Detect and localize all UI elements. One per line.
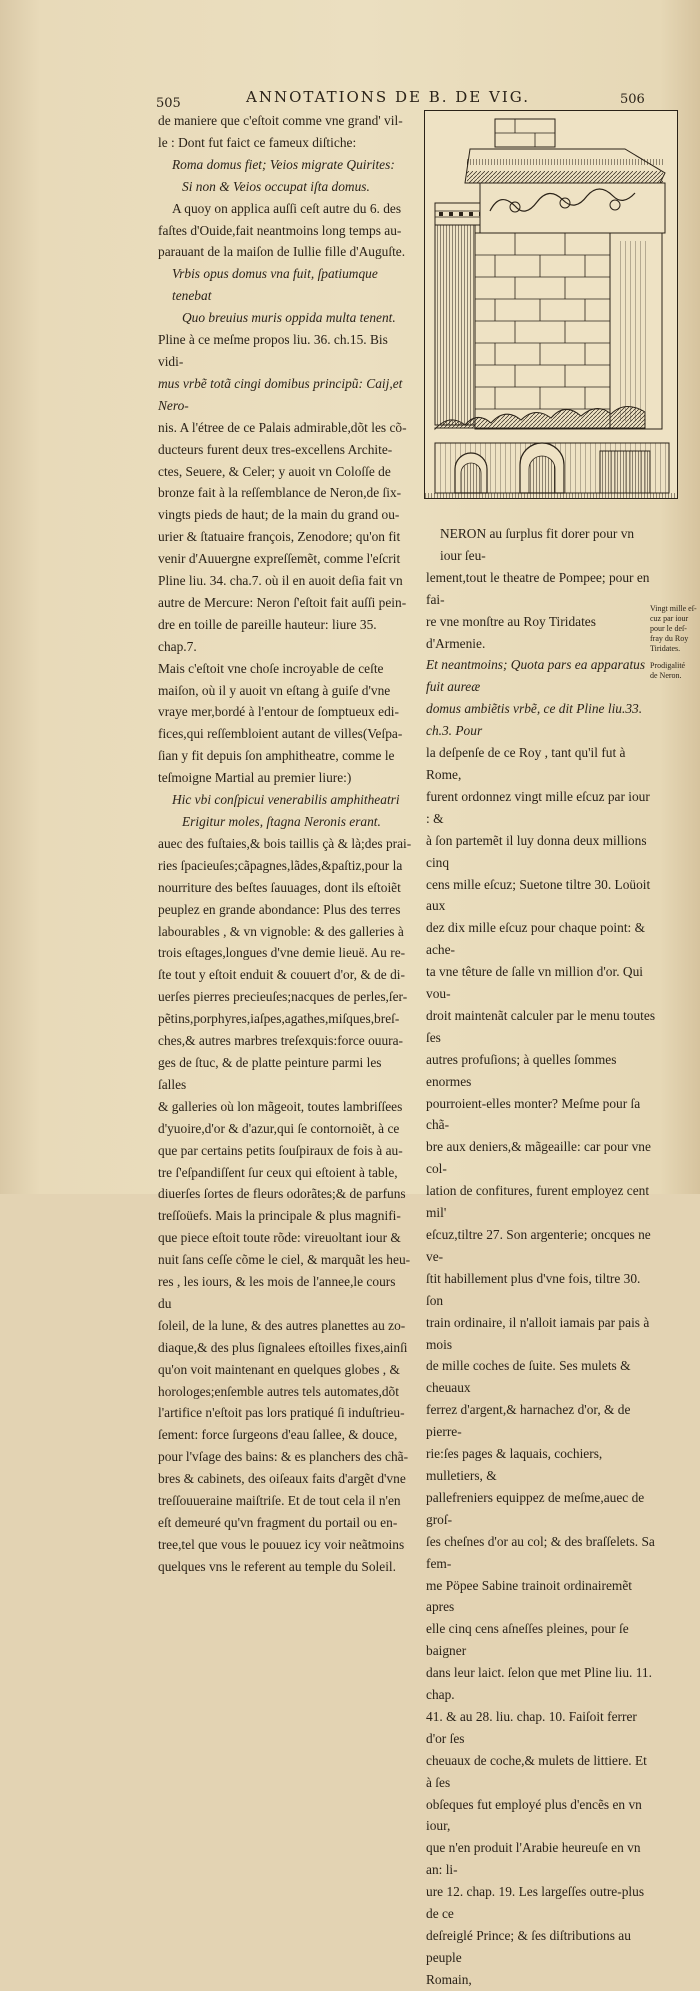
text-line: elle cinq cens aſneſſes pleines, pour ſe baigner xyxy=(426,1621,629,1659)
text-line: autres profuſions; à quelles ſommes enormes xyxy=(426,1051,617,1089)
margin-note-prodigality-of-nero xyxy=(650,661,700,681)
text-line: dez dix mille eſcuz pour chaque point: & ache- xyxy=(426,920,646,958)
text-line: Romain, xyxy=(426,1971,472,1987)
text-line: res , les iours, & les mois de l'annee,le cours du xyxy=(158,1274,396,1311)
text-line: Quo breuius muris oppida multa tenent. xyxy=(182,310,396,326)
text-line: fices,qui reſſembloient autant de villes(Veſpa- xyxy=(158,726,403,742)
text-line: nourriture des beſtes ſauuages, dont ils eſtoiẽt xyxy=(158,879,401,895)
text-line: maiſon, où il y auoit vn eſtang à guiſe d'vne xyxy=(158,682,391,698)
text-line: urier & ſtatuaire françois, Zenodore; qu'on fit xyxy=(158,529,401,545)
text-line: uerſes pierres precieuſes;nacques de perles,ſer- xyxy=(158,989,408,1005)
text-line: train ordinaire, il n'alloit iamais par pais à mois xyxy=(426,1314,650,1352)
text-line: ducteurs furent deux tres-excellens Archite- xyxy=(158,441,393,457)
text-line: tre ſ'eſpandiſſent ſur ceux qui eſtoient à table, xyxy=(158,1164,398,1180)
text-line: ges de ſtuc, & de platte peinture parmi les ſalles xyxy=(158,1054,382,1092)
margin-note-line: de Neron. xyxy=(650,671,682,680)
text-line: treſſoüefs. Mais la principale & plus magnifi- xyxy=(158,1208,401,1224)
text-line: ſoleil, de la lune, & des autres planettes au zo- xyxy=(158,1317,406,1333)
text-line: de maniere que c'eſtoit comme vne grand' vil- xyxy=(158,113,403,128)
margin-note-line: cuz par iour xyxy=(650,614,689,623)
margin-note-twenty-thousand-ecus xyxy=(650,604,700,654)
margin-note-line: Vingt mille eſ- xyxy=(650,604,697,613)
text-line: ſte tout y eſtoit enduit & couuert d'or, & de di- xyxy=(158,967,405,983)
text-line: bres & cabinets, des oiſeaux faits d'argẽt d'vne xyxy=(158,1471,406,1487)
text-line: eſt demeuré qu'vn fragment du portail ou en- xyxy=(158,1515,398,1530)
text-line: nuit ſans ceſſe cõme le ciel, & marquãt les heu- xyxy=(158,1252,411,1268)
left-text-column xyxy=(158,110,412,1578)
page-header xyxy=(150,88,670,110)
text-line: le : Dont fut faict ce fameux diſtiche: xyxy=(158,134,357,150)
text-line: qu'on voit maintenant en quelques globes , & xyxy=(158,1361,400,1377)
text-line: à ſon partemẽt il luy donna deux millions cinq xyxy=(426,832,647,870)
text-line: de mille coches de ſuite. Ses mulets & cheuaux xyxy=(426,1358,631,1396)
text-line: Si non & Veios occupat iſta domus. xyxy=(182,178,370,194)
running-title: ANNOTATIONS DE B. DE VIG. xyxy=(246,88,530,106)
text-line: treſſouueraine maiſtriſe. Et de tout cela il n'en xyxy=(158,1493,401,1509)
text-line: ſian y fit depuis ſon amphitheatre, comme le xyxy=(158,748,395,764)
text-line: diuerſes ſortes de fleurs odorãtes;& de parfuns xyxy=(158,1186,406,1202)
text-line: cens mille eſcuz; Suetone tiltre 30. Loüoit aux xyxy=(426,876,651,914)
text-line: faſtes d'Ouide,fait neantmoins long temps au- xyxy=(158,222,402,238)
text-line: Pline à ce meſme propos liu. 36. ch.15. Bis vidi- xyxy=(158,332,388,369)
text-line: cheuaux de coche,& mulets de littiere. Et à ſes xyxy=(426,1752,647,1790)
text-line: Roma domus fiet; Veios migrate Quirites: xyxy=(172,156,395,172)
woodcut-illustration-portal-fragment xyxy=(424,110,678,499)
text-line: horologes;enſemble autres tels automates,dõt xyxy=(158,1383,399,1399)
text-line: parauant de la maiſon de Iullie fille d'Auguſte. xyxy=(158,244,406,260)
ruined-portal-woodcut xyxy=(425,111,678,499)
text-line: ctes, Seuere, & Celer; y auoit vn Coloſſe de xyxy=(158,463,391,479)
text-line: ſement: force ſurgeons d'eau ſallee, & douce, xyxy=(158,1427,398,1443)
text-line: eſcuz,tiltre 27. Son argenterie; oncques ne ve- xyxy=(426,1227,651,1264)
margin-note-line: Prodigalité xyxy=(650,661,686,670)
text-line: que piece eſtoit toute rõde: vireuoltant iour & xyxy=(158,1230,401,1246)
margin-note-line: pour le deſ- xyxy=(650,624,687,633)
text-line: Erigitur moles, ſtagna Neronis erant. xyxy=(182,814,381,829)
text-line: que n'en produit l'Arabie heureuſe en vn an: li- xyxy=(426,1840,641,1878)
text-line: ſes cheſnes d'or au col; & des braſſelets. Sa fem- xyxy=(426,1533,655,1571)
text-line: me Pöpee Sabine trainoit ordinairemẽt apres xyxy=(426,1577,633,1615)
text-line: trois eſtages,longues d'vne demie lieuë. Au re- xyxy=(158,945,406,961)
text-line: obſeques fut employé plus d'encẽs en vn iour, xyxy=(426,1796,642,1834)
text-line: l'artifice n'eſtoit pas lors pratiqué ſi induſtrieu- xyxy=(158,1405,405,1421)
text-line: auec des fuſtaies,& bois taillis çà & là;des prai- xyxy=(158,835,412,851)
text-line: ure 12. chap. 19. Les largeſſes outre-plus de ce xyxy=(426,1884,645,1922)
text-line: ries ſpacieuſes;cãpagnes,lãdes,&paſtiz,pour la xyxy=(158,857,403,873)
text-line: Et neantmoins; Quota pars ea apparatus fuit aureæ xyxy=(426,657,646,695)
text-line: vraye mer,bordé à l'entour de ſomptueux edi- xyxy=(158,704,399,720)
text-line: d'yuoire,d'or & d'azur,qui ſe contornoiẽt, à ce xyxy=(158,1120,400,1136)
text-line: Vrbis opus domus vna fuit, ſpatiumque tenebat xyxy=(172,266,378,304)
text-line: ſtit habillement plus d'vne fois, tiltre 30. ſon xyxy=(426,1270,641,1308)
text-line: pour l'vſage des bains: & es planchers des chã- xyxy=(158,1449,409,1465)
text-line: dans leur laict. ſelon que met Pline liu. 11. chap. xyxy=(426,1665,652,1703)
text-line: A quoy on applica auſſi ceſt autre du 6. des xyxy=(172,200,402,216)
text-line: deſreiglé Prince; & ſes diſtributions au peuple xyxy=(426,1928,631,1965)
text-line: tree,tel que vous le pouuez icy voir neãtmoins xyxy=(158,1536,405,1552)
text-line: vingts pieds de haut; de la main du grand ou- xyxy=(158,507,400,523)
text-line: venir d'Auuergne expreſſemẽt, comme l'eſcrit xyxy=(158,551,401,567)
text-line: domus ambiẽtis vrbẽ, ce dit Pline liu.33. ch.3. Pour xyxy=(426,701,643,739)
margin-note-line: Tiridates. xyxy=(650,644,681,653)
text-line: ferrez d'argent,& harnachez d'or, & de pierre- xyxy=(426,1402,631,1440)
text-line: diaque,& des plus ſignalees eſtoilles fixes,ainſi xyxy=(158,1339,408,1355)
text-line: bre aux deniers,& mãgeaille: car pour vne col- xyxy=(426,1139,651,1177)
page-number-left: 505 xyxy=(156,96,181,111)
text-line: Mais c'eſtoit vne choſe incroyable de ceſte xyxy=(158,660,384,676)
text-line: quelques vns le referent au temple du Soleil. xyxy=(158,1558,396,1574)
text-line: la deſpenſe de ce Roy , tant qu'il fut à Rome, xyxy=(426,745,626,782)
text-line: dre en toille de pareille hauteur: liure 35. chap.7. xyxy=(158,616,377,654)
text-line: Hic vbi conſpicui venerabilis amphitheatri xyxy=(172,792,400,808)
text-line: autre de Mercure: Neron ſ'eſtoit fait auſſi pein- xyxy=(158,594,407,610)
text-line: & galleries où lon mãgeoit, toutes lambriſſees xyxy=(158,1098,403,1114)
text-line: 41. & au 28. liu. chap. 10. Faiſoit ferrer d'or ſes xyxy=(426,1708,637,1746)
page-number-right: 506 xyxy=(620,92,645,107)
text-line: peuplez en grande abondance: Plus des terres xyxy=(158,901,401,917)
text-line: pallefreniers equippez de meſme,auec de groſ- xyxy=(426,1489,645,1527)
text-line: mus vrbẽ totã cingi domibus principũ: Caij,et Nero- xyxy=(158,375,403,413)
right-text-column xyxy=(426,523,656,1991)
text-line: pourroient-elles monter? Meſme pour ſa chã- xyxy=(426,1095,641,1133)
text-line: nis. A l'étree de ce Palais admirable,dõt les cõ- xyxy=(158,419,407,435)
text-line: lement,tout le theatre de Pompee; pour en fai- xyxy=(426,569,650,607)
margin-note-line: fray du Roy xyxy=(650,634,689,643)
text-line: lation de confitures, furent employez cent mil' xyxy=(426,1183,650,1221)
text-line: Pline liu. 34. cha.7. où il en auoit deſia fait vn xyxy=(158,573,403,589)
text-line: rie:ſes pages & laquais, cochiers, mulletiers, & xyxy=(426,1446,603,1483)
text-line: ches,& autres marbres treſexquis:force ouura- xyxy=(158,1033,404,1049)
text-line: droit maintenãt calculer par le menu toutes ſes xyxy=(426,1007,656,1045)
text-line: NERON au ſurplus fit dorer pour vn iour ſeu- xyxy=(440,526,635,563)
text-line: bronze fait à la reſſemblance de Neron,de ſix- xyxy=(158,485,402,501)
text-line: furent ordonnez vingt mille eſcuz par iour : & xyxy=(426,788,650,826)
text-line: re vne monſtre au Roy Tiridates d'Armenie. xyxy=(426,613,596,651)
text-line: que par certains petits ſouſpiraux de fois à au- xyxy=(158,1142,403,1158)
text-line: labourables , & vn vignoble: & des galleries à xyxy=(158,923,404,939)
text-line: ta vne têture de ſalle vn million d'or. Qui vou- xyxy=(426,964,643,1002)
text-line: pẽtins,porphyres,iaſpes,agathes,miſques,breſ- xyxy=(158,1011,400,1027)
text-line: teſmoigne Martial au premier liure:) xyxy=(158,770,352,786)
